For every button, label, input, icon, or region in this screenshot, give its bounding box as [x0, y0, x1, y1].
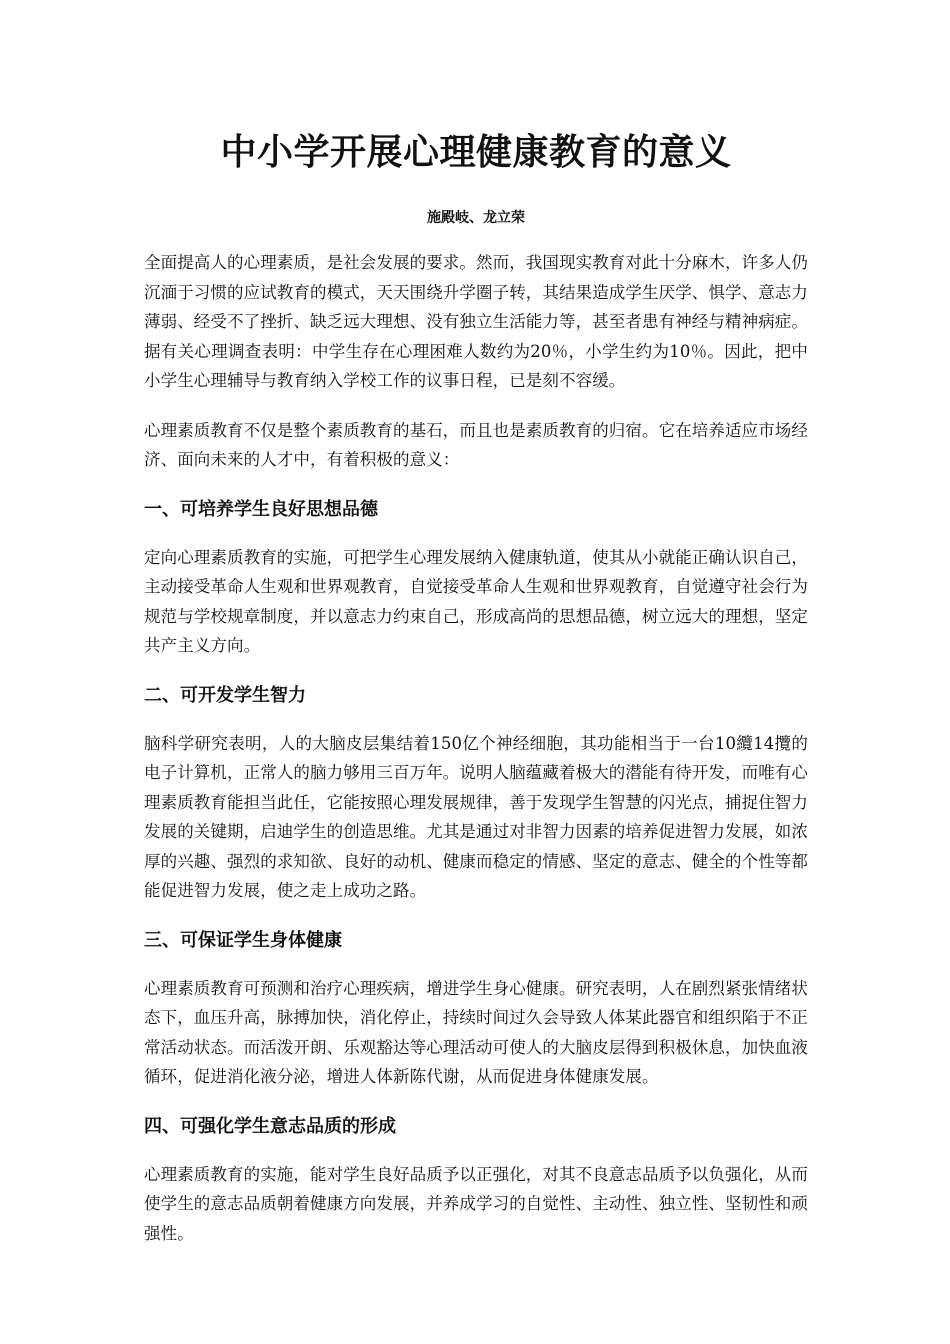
- section-heading-2: 二、可开发学生智力: [144, 684, 306, 706]
- authors-line: 施殿岐、龙立荣: [427, 210, 525, 226]
- document-page: [144, 118, 808, 1248]
- section-paragraph-3: 心理素质教育可预测和治疗心理疾病，增进学生身心健康。研究表明，人在剧烈紧张情绪状态下，血压升高，脉搏加快，消化停止，持续时间过久会导致人体某此器官和组织陷于不正常活动状态。而活泼开朗、乐观豁达等心理活动可使人的大脑皮层得到积极休息，加快血液循环，促进消化液分泌，增进人体新陈代谢，从而促进身体健康发展。: [144, 978, 808, 1086]
- intro-paragraph-2: 心理素质教育不仅是整个素质教育的基石，而且也是素质教育的归宿。它在培养适应市场经济、面向未来的人才中，有着积极的意义：: [144, 420, 808, 469]
- section-paragraph-2: 脑科学研究表明，人的大脑皮层集结着150亿个神经细胞，其功能相当于一台10纜14攬的电子计算机，正常人的脑力够用三百万年。说明人脑蕴藏着极大的潜能有待开发，而唯有心理素质教育能担当此任，它能按照心理发展规律，善于发现学生智慧的闪光点，捕捉住智力发展的关键期，启迪学生的创造思维。尤其是通过对非智力因素的培养促进智力发展，如浓厚的兴趣、强烈的求知欲、良好的动机、健康而稳定的情感、坚定的意志、健全的个性等都能促进智力发展，使之走上成功之路。: [144, 733, 808, 900]
- section-paragraph-1: 定向心理素质教育的实施，可把学生心理发展纳入健康轨道，使其从小就能正确认识自己，主动接受革命人生观和世界观教育，自觉接受革命人生观和世界观教育，自觉遵守社会行为规范与学校规章制度，并以意志力约束自己，形成高尚的思想品德，树立远大的理想，坚定共产主义方向。: [144, 547, 808, 655]
- page-title: 中小学开展心理健康教育的意义: [220, 131, 732, 173]
- section-heading-1: 一、可培养学生良好思想品德: [144, 498, 378, 520]
- intro-paragraph-1: 全面提高人的心理素质，是社会发展的要求。然而，我国现实教育对此十分麻木，许多人仍沉湎于习惯的应试教育的模式，天天围绕升学圈子转，其结果造成学生厌学、惧学、意志力薄弱、经受不了挫折、缺乏远大理想、没有独立生活能力等，甚至者患有神经与精神病症。据有关心理调查表明：中学生存在心理困难人数约为20％，小学生约为10％。因此，把中小学生心理辅导与教育纳入学校工作的议事日程，已是刻不容缓。: [144, 253, 808, 390]
- section-heading-4: 四、可强化学生意志品质的形成: [144, 1115, 396, 1137]
- section-paragraph-4: 心理素质教育的实施，能对学生良好品质予以正强化，对其不良意志品质予以负强化，从而使学生的意志品质朝着健康方向发展，并养成学习的自觉性、主动性、独立性、坚韧性和顽强性。: [144, 1164, 808, 1243]
- section-heading-3: 三、可保证学生身体健康: [144, 929, 342, 951]
